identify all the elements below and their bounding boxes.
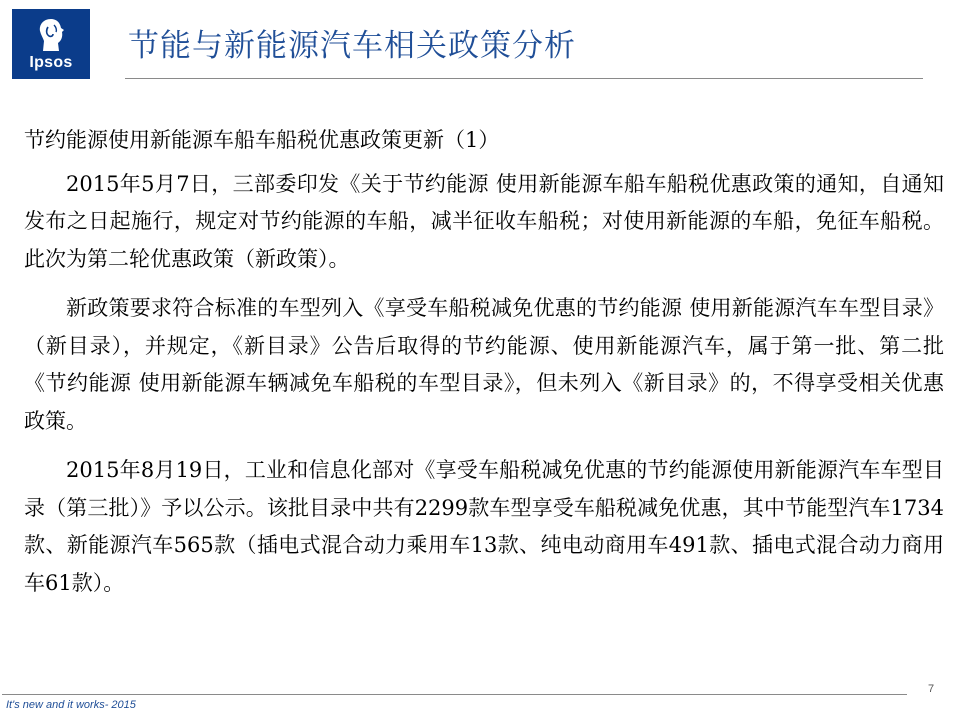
paragraph-1: 2015年5月7日，三部委印发《关于节约能源 使用新能源车船车船税优惠政策的通知，自通知发布之日起施行，规定对节约能源的车船，减半征收车船税；对使用新能源的车船，免征车船税。此次为第二轮优惠政策（新政策）。 bbox=[24, 171, 944, 271]
page-title: 节能与新能源汽车相关政策分析 bbox=[128, 28, 576, 64]
section-heading: 节约能源使用新能源车船车船税优惠政策更新（1） bbox=[24, 128, 500, 152]
page-number: 7 bbox=[928, 683, 935, 695]
paragraph-3: 2015年8月19日，工业和信息化部对《享受车船税减免优惠的节约能源使用新能源汽车车型目录（第三批）》予以公示。该批目录中共有2299款车型享受车船税减免优惠，其中节能型汽车1734款、新能源汽车565款（插电式混合动力乘用车13款、纯电动商用车491款、插电式混合动力商用车61款）。 bbox=[24, 458, 944, 595]
paragraph-2: 新政策要求符合标准的车型列入《享受车船税减免优惠的节约能源 使用新能源汽车车型目录》（新目录），并规定，《新目录》公告后取得的节约能源、使用新能源汽车，属于第一批、第二批《节约能源 使用新能源车辆减免车船税的车型目录》，但未列入《新目录》的，不得享受相关优惠政策。 bbox=[24, 296, 944, 433]
ipsos-logo-text: Ipsos bbox=[29, 54, 73, 71]
slide-body bbox=[24, 122, 944, 614]
footer-divider bbox=[2, 694, 907, 695]
footer-tagline: It's new and it works- 2015 bbox=[6, 699, 136, 711]
ipsos-logo bbox=[12, 9, 90, 79]
title-divider bbox=[125, 78, 923, 79]
ipsos-logo-icon bbox=[34, 17, 68, 53]
